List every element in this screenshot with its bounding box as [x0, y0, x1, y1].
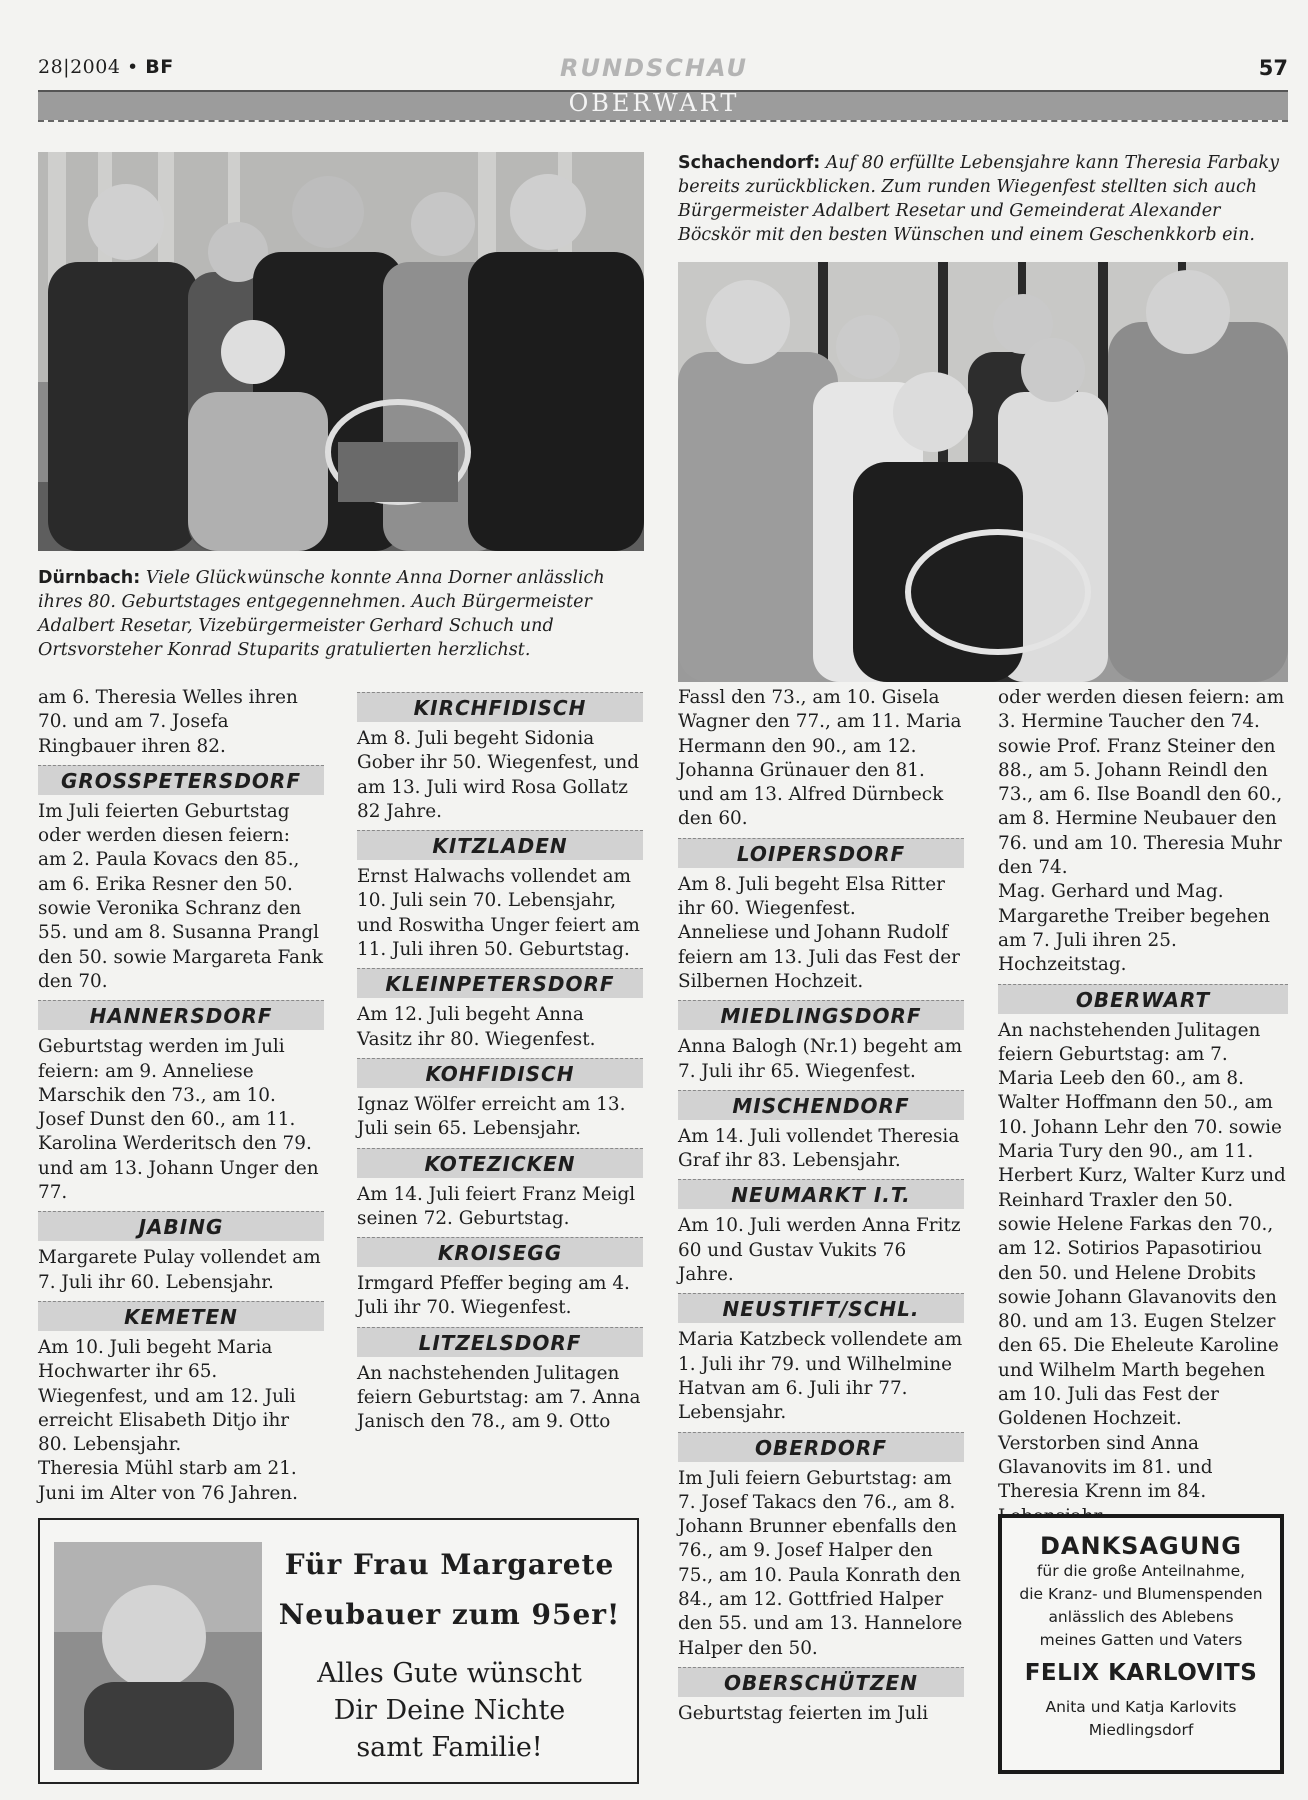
paragraph: Ignaz Wölfer erreicht am 13. Juli sein 65. Lebensjahr.	[357, 1093, 626, 1140]
paragraph: Margarete Pulay vollendet am 7. Juli ihr 60. Lebensjahr.	[38, 1247, 321, 1293]
thanks-text: die Kranz- und Blumenspenden	[1019, 1585, 1263, 1603]
paragraph: Im Juli feiern Geburtstag: am 7. Josef Takacs den 76., am 8. Johann Brunner ebenfalls den 76., am 9. Josef Halper den 75., am 10. Paula Konrath den 84., am 12. Gottfried Halper den 55. und am 13. Hannelore Halper den 50.	[678, 1467, 963, 1659]
place-heading-litzelsdorf: LITZELSDORF	[357, 1327, 643, 1357]
place-heading-kemeten: KEMETEN	[38, 1301, 324, 1331]
column-2	[357, 686, 643, 1435]
paragraph: Am 14. Juli vollendet Theresia Graf ihr 83. Lebensjahr.	[678, 1125, 960, 1172]
thanks-text: für die große Anteilnahme,	[1036, 1562, 1246, 1580]
greeting-photo	[54, 1542, 262, 1770]
caption-place: Schachendorf:	[678, 153, 821, 173]
column-4	[998, 686, 1288, 1529]
paragraph: Fassl den 73., am 10. Gisela Wagner den 77., am 11. Maria Hermann den 90., am 12. Johanna Grünauer den 81. und am 13. Alfred Dürnbeck den 60.	[678, 687, 962, 830]
paragraph: Maria Katzbeck vollendete am 1. Juli ihr 79. und Wilhelmine Hatvan am 6. Juli ihr 77. Lebensjahr.	[678, 1329, 963, 1424]
column-3	[678, 686, 964, 1726]
paragraph: Ernst Halwachs vollendet am 10. Juli sein 70. Lebensjahr, und Roswitha Unger feiert am 11. Juli ihren 50. Geburtstag.	[357, 866, 640, 961]
place-heading-jabing: JABING	[38, 1211, 324, 1241]
paragraph: oder werden diesen feiern: am 3. Hermine Taucher den 74. sowie Prof. Franz Steiner den 88., am 5. Johann Reindl den 73., am 6. Ilse Boandl den 60., am 8. Hermine Neubauer den 76. und am 10. Theresia Muhr den 74.	[998, 687, 1285, 879]
paragraph: Am 10. Juli werden Anna Fritz 60 und Gustav Vukits 76 Jahre.	[678, 1215, 961, 1286]
paragraph: Anneliese und Johann Rudolf feiern am 13. Juli das Fest der Silbernen Hochzeit.	[678, 922, 960, 992]
paragraph: Am 8. Juli begeht Sidonia Gober ihr 50. Wiegenfest, und am 13. Juli wird Rosa Gollatz 82 Jahre.	[357, 728, 640, 822]
place-heading-kotezicken: KOTEZICKEN	[357, 1148, 643, 1178]
caption-text: Auf 80 erfüllte Lebensjahre kann Theresia Farbaky bereits zurückblicken. Zum runden Wiegenfest stellten sich auch Bürgermeister Adalbert Resetar und Gemeinderat Alexander Böcskör mit den besten Wünschen und einem Geschenkkorb ein.	[678, 153, 1279, 245]
thanks-notice	[998, 1514, 1284, 1774]
place-heading-oberschuetzen: OBERSCHÜTZEN	[678, 1667, 964, 1697]
photo-duernbach	[38, 152, 644, 551]
greeting-ad	[38, 1518, 639, 1784]
place-heading-kohfidisch: KOHFIDISCH	[357, 1058, 643, 1088]
place-heading-kleinpetersdorf: KLEINPETERSDORF	[357, 968, 643, 998]
photo-schachendorf	[678, 262, 1288, 682]
paragraph: Am 14. Juli feiert Franz Meigl seinen 72. Geburtstag.	[357, 1183, 636, 1229]
place-heading-oberwart: OBERWART	[998, 984, 1288, 1014]
thanks-location: Miedlingsdorf	[1088, 1721, 1194, 1739]
paragraph: Theresia Mühl starb am 21. Juni im Alter von 76 Jahren.	[38, 1458, 298, 1504]
place-heading-grosspetersdorf: GROSSPETERSDORF	[38, 765, 324, 795]
paragraph: Geburtstag werden im Juli feiern: am 9. Anneliese Marschik den 73., am 10. Josef Dunst den 60., am 11. Karolina Werderitsch den 79. und am 13. Johann Unger den 77.	[38, 1036, 319, 1204]
paragraph: Irmgard Pfeffer beging am 4. Juli ihr 70. Wiegenfest.	[357, 1273, 630, 1319]
caption-place: Dürnbach:	[38, 568, 141, 588]
paragraph: An nachstehenden Julitagen feiern Geburtstag: am 7. Anna Janisch den 78., am 9. Otto	[357, 1362, 641, 1433]
thanks-deceased-name: FELIX KARLOVITS	[1024, 1660, 1258, 1686]
paragraph: am 6. Theresia Welles ihren 70. und am 7. Josefa Ringbauer ihren 82.	[38, 687, 298, 757]
brand-label: BF	[145, 56, 174, 78]
paragraph: Im Juli feierten Geburtstag oder werden diesen feiern: am 2. Paula Kovacs den 85., am 6. Erika Resner den 50. sowie Veronika Schranz den 55. und am 8. Susanna Prangl den 50. sowie Margareta Fank den 70.	[38, 800, 323, 992]
column-1	[38, 686, 324, 1506]
paragraph: Geburtstag feierten im Juli	[678, 1702, 929, 1724]
paragraph: Am 8. Juli begeht Elsa Ritter ihr 60. Wiegenfest.	[678, 873, 945, 920]
section-divider	[38, 120, 1288, 122]
page-number: 57	[1258, 56, 1288, 80]
place-heading-hannersdorf: HANNERSDORF	[38, 1000, 324, 1030]
greeting-text: samt Familie!	[356, 1732, 543, 1763]
thanks-text: anlässlich des Ablebens	[1048, 1608, 1234, 1626]
paragraph: Mag. Gerhard und Mag. Margarethe Treiber begehen am 7. Juli ihren 25. Hochzeitstag.	[998, 881, 1270, 976]
thanks-text: meines Gatten und Vaters	[1039, 1631, 1243, 1649]
paragraph: Anna Balogh (Nr.1) begeht am 7. Juli ihr 65. Wiegenfest.	[678, 1036, 963, 1082]
thanks-signature: Anita und Katja Karlovits	[1045, 1698, 1237, 1716]
place-heading-miedlingsdorf: MIEDLINGSDORF	[678, 1000, 964, 1030]
greeting-text: Alles Gute wünscht	[317, 1658, 582, 1689]
caption-duernbach	[38, 566, 644, 662]
section-title: OBERWART	[568, 89, 740, 117]
issue-number: 28|2004 •	[38, 56, 139, 78]
place-heading-neumarkt: NEUMARKT I.T.	[678, 1179, 964, 1209]
paragraph: Verstorben sind Anna Glavanovits im 81. und Theresia Krenn im 84.	[998, 1432, 1213, 1503]
place-heading-kirchfidisch: KIRCHFIDISCH	[357, 692, 643, 722]
greeting-headline: Für Frau Margarete	[284, 1548, 615, 1581]
publication-name: RUNDSCHAU	[560, 54, 748, 82]
caption-schachendorf	[678, 151, 1288, 247]
caption-text: Viele Glückwünsche konnte Anna Dorner anlässlich ihres 80. Geburtstages entgegennehmen. Auch Bürgermeister Adalbert Resetar, Vizebürgermeister Gerhard Schuch und Ortsvorsteher Konrad Stuparits gratulierten herzlichst.	[38, 568, 605, 660]
greeting-headline: Neubauer zum 95er!	[278, 1598, 621, 1631]
place-heading-mischendorf: MISCHENDORF	[678, 1090, 964, 1120]
paragraph: Am 12. Juli begeht Anna Vasitz ihr 80. Wiegenfest.	[357, 1004, 596, 1050]
greeting-text: Dir Deine Nichte	[333, 1695, 566, 1726]
thanks-title: DANKSAGUNG	[1039, 1532, 1242, 1560]
place-heading-kroisegg: KROISEGG	[357, 1237, 643, 1267]
paragraph: An nachstehenden Julitagen feiern Geburtstag: am 7. Maria Leeb den 60., am 8. Walter Hoffmann den 50., am 10. Johann Lehr den 70. sowie Maria Tury den 90., am 11. Herbert Kurz, Walter Kurz und Reinhard Traxler den 50. sowie Helene Farkas den 70., am 12. Sotirios Papasotiriou den 50. und Helene Drobits sowie Johann Glavanovits den 80. und am 13. Eugen Stelzer den 65. Die Eheleute Karoline und Wilhelm Marth begehen am 10. Juli das Fest der Goldenen Hochzeit.	[998, 1019, 1286, 1430]
place-heading-kitzladen: KITZLADEN	[357, 830, 643, 860]
place-heading-loipersdorf: LOIPERSDORF	[678, 838, 964, 868]
paragraph: Am 10. Juli begeht Maria Hochwarter ihr 65. Wiegenfest, und am 12. Juli erreicht Elisabeth Ditjo ihr 80. Lebensjahr.	[38, 1336, 296, 1456]
place-heading-neustift: NEUSTIFT/SCHL.	[678, 1293, 964, 1323]
place-heading-oberdorf: OBERDORF	[678, 1432, 964, 1462]
